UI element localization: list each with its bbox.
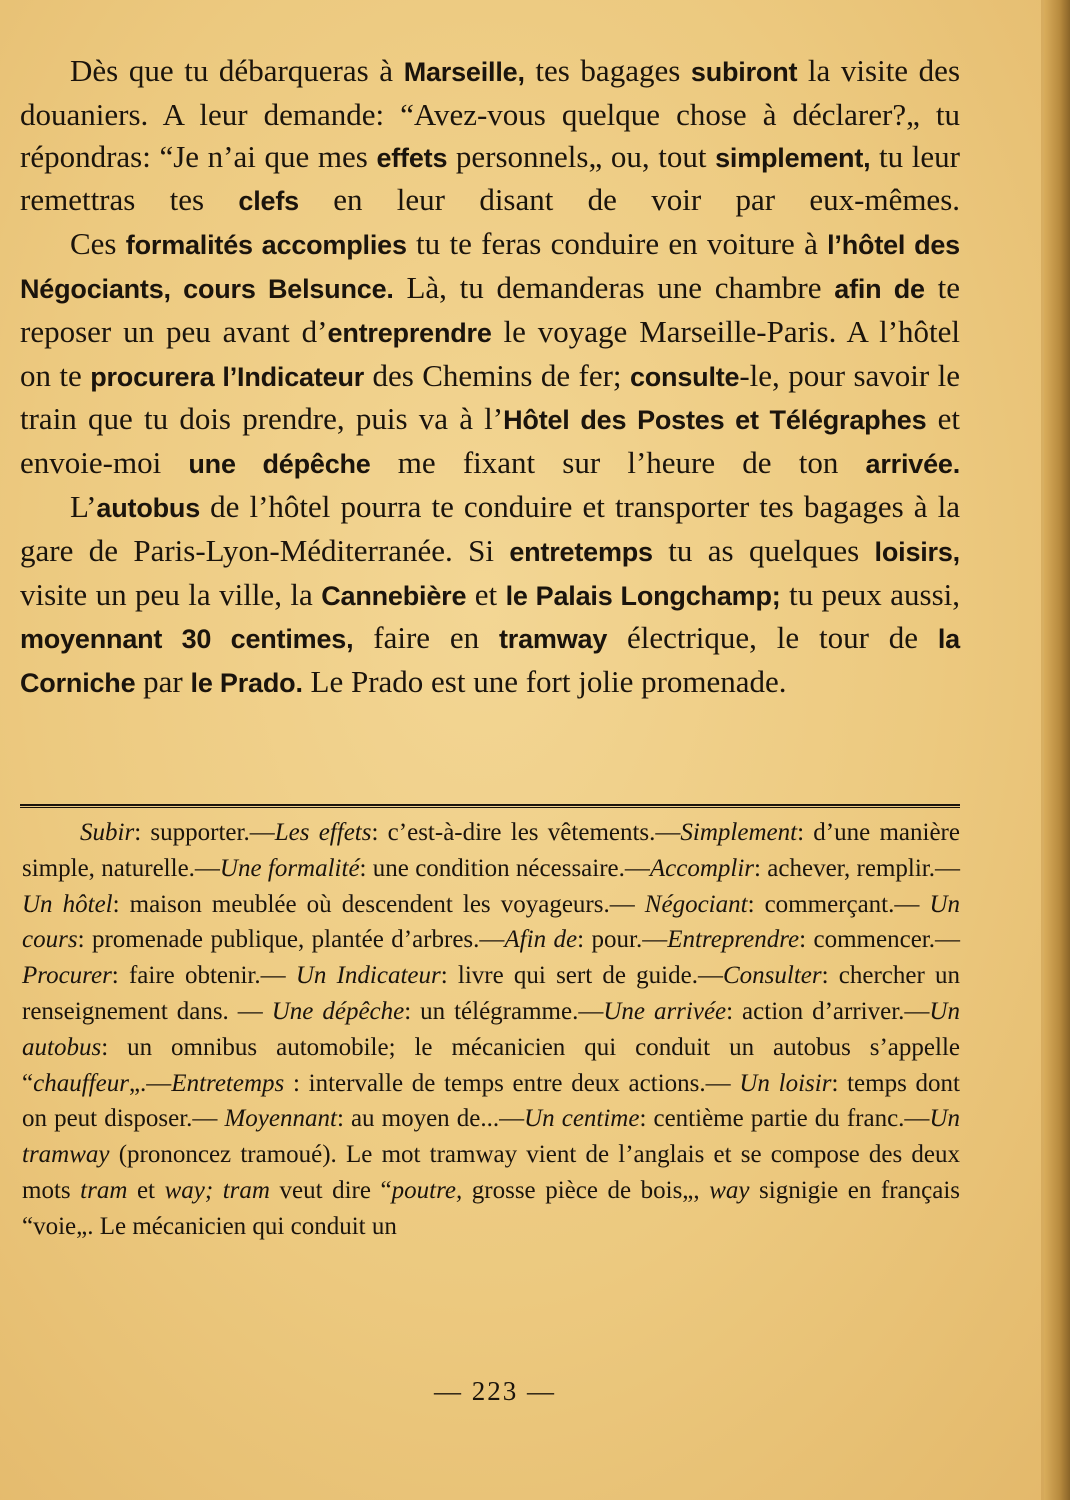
text-run: et envoie-moi xyxy=(20,401,960,481)
note-definition: : pour.— xyxy=(577,926,668,954)
vocabulary-notes xyxy=(22,815,960,1245)
note-definition: : au moyen de...— xyxy=(336,1105,525,1133)
text-run: Le Prado est une fort jolie promenade. xyxy=(302,664,787,700)
note-definition: grosse pièce de bois„, xyxy=(462,1176,710,1204)
note-definition: : livre qui sert de guide.— xyxy=(440,962,723,990)
note-definition: : faire obtenir.— xyxy=(111,962,296,990)
note-definition: : un télégramme.— xyxy=(404,997,604,1025)
note-definition: : intervalle de temps entre deux actions.— xyxy=(284,1069,740,1097)
divider-rule xyxy=(20,804,960,808)
text-run: L’ xyxy=(70,488,97,524)
bold-term: autobus xyxy=(96,492,201,523)
note-term: Un loisir xyxy=(739,1069,832,1097)
note-term: way xyxy=(709,1176,750,1204)
text-run: -le, pour savoir le train que tu dois prendre, puis va à l’ xyxy=(20,357,960,437)
note-term: Subir xyxy=(80,819,135,846)
bold-term: entreprendre xyxy=(327,317,492,348)
bold-term: consulte xyxy=(629,361,740,392)
note-definition: veut dire “ xyxy=(269,1176,392,1204)
text-run: en leur disant de voir par eux-mêmes. xyxy=(298,182,961,218)
note-term: Une formalité xyxy=(219,854,360,882)
bold-term: formalités accomplies xyxy=(125,230,407,261)
note-term: Consulter xyxy=(722,962,822,990)
page-edge xyxy=(1041,0,1044,1500)
note-term: Simplement xyxy=(680,819,798,846)
bold-term: subiront xyxy=(690,57,798,87)
bold-term: afin de xyxy=(834,273,925,304)
note-term: Entretemps xyxy=(171,1069,285,1097)
text-run: par xyxy=(135,664,191,700)
text-run: visite un peu la ville, la xyxy=(20,576,322,612)
note-definition: „.— xyxy=(128,1069,172,1097)
note-definition: : commerçant.— xyxy=(747,890,930,918)
note-definition: : un omnibus automobile; le mécanicien qui conduit un autobus s’appelle “ xyxy=(22,1033,960,1097)
note-definition: : temps dont on peut disposer.— xyxy=(22,1069,961,1133)
note-term: Accomplir xyxy=(649,854,755,882)
note-term: Un autobus xyxy=(22,997,960,1061)
text-run: Ces xyxy=(70,226,126,262)
note-term: Procurer xyxy=(22,962,112,990)
bold-term: effets xyxy=(376,142,448,173)
text-run: le voyage Marseille-Paris. A l’hôtel on te xyxy=(20,313,961,393)
bold-term: Marseille, xyxy=(403,57,525,87)
bold-term: arrivée. xyxy=(865,449,960,480)
bold-term: entretemps xyxy=(509,536,653,567)
bold-term: le Palais Longchamp; xyxy=(505,580,781,611)
note-term: chauffeur xyxy=(33,1069,129,1097)
note-term: Un tramway xyxy=(22,1105,960,1169)
note-term: Un centime xyxy=(524,1105,640,1133)
page-number: — 223 — xyxy=(434,1376,556,1406)
note-definition: et xyxy=(127,1176,165,1204)
note-term: Négociant xyxy=(644,890,748,918)
note-term: Un hôtel xyxy=(22,890,113,918)
text-run: tes bagages xyxy=(524,53,691,88)
bold-term: l’hôtel des Négociants, cours Belsunce. xyxy=(20,230,960,304)
bold-term: clefs xyxy=(238,186,299,217)
note-definition: : centième partie du franc.— xyxy=(639,1105,930,1133)
note-term: tram xyxy=(80,1176,128,1204)
note-term: Les effets xyxy=(274,819,372,846)
bold-term: une dépêche xyxy=(188,449,371,480)
text-run: faire en xyxy=(353,620,499,656)
bold-term: loisirs, xyxy=(874,536,960,567)
note-definition: : c’est-à-dire les vêtements.— xyxy=(371,819,681,846)
bold-term: moyennant 30 centimes, xyxy=(20,624,354,655)
paragraph-3 xyxy=(20,486,960,705)
note-definition: signigie en français “voie„. Le mécanicien qui conduit un xyxy=(22,1176,961,1240)
note-term: Moyennant xyxy=(224,1105,337,1133)
note-definition: : promenade publique, plantée d’arbres.— xyxy=(77,926,505,954)
text-run: des Chemins de fer; xyxy=(364,357,630,393)
note-definition: : chercher un renseignement dans. — xyxy=(22,962,961,1025)
note-definition: : supporter.— xyxy=(134,819,275,846)
text-run: tu te feras conduire en voiture à xyxy=(406,226,828,262)
book-spine xyxy=(1044,0,1070,1500)
bold-term: Hôtel des Postes et Télégraphes xyxy=(503,405,927,436)
note-term: Afin de xyxy=(504,926,578,954)
text-run: et xyxy=(466,576,506,612)
text-run: te reposer un peu avant d’ xyxy=(20,269,960,349)
text-run: tu as quelques xyxy=(652,532,875,568)
text-run: tu peux aussi, xyxy=(780,576,961,612)
note-term: way; tram xyxy=(164,1176,270,1204)
bold-term: le Prado. xyxy=(190,668,303,699)
text-run: me fixant sur l’heure de ton xyxy=(370,445,866,481)
text-run: la visite des douaniers. A leur demande: “Avez-vous quelque chose à déclarer?„ tu répondras: “Je n’ai que mes xyxy=(20,53,961,174)
bold-term: simplement, xyxy=(715,142,871,173)
text-run: de l’hôtel pourra te conduire et transporter tes bagages à la gare de Paris-Lyon-Méditerranée. Si xyxy=(20,488,960,568)
bold-term: la Corniche xyxy=(20,624,960,699)
note-definition: : achever, remplir.— xyxy=(754,854,960,882)
note-term: Une dépêche xyxy=(271,997,405,1025)
note-term: Entreprendre xyxy=(667,926,800,954)
note-definition: (prononcez tramoué). Le mot tramway vient de l’anglais et se compose des deux mots xyxy=(22,1141,960,1204)
text-run: tu leur remettras tes xyxy=(20,138,960,218)
note-term: poutre, xyxy=(391,1176,463,1204)
text-run: Là, tu demanderas une chambre xyxy=(393,269,835,305)
note-term: Une arrivée xyxy=(603,997,727,1025)
note-definition: : une condition nécessaire.— xyxy=(359,854,650,882)
text-run: électrique, le tour de xyxy=(607,620,938,656)
paragraph-2 xyxy=(20,223,960,486)
note-term: Un cours xyxy=(22,890,961,954)
bold-term: procurera l’Indicateur xyxy=(90,361,365,392)
note-definition: : action d’arriver.— xyxy=(726,997,930,1025)
bold-term: Cannebière xyxy=(321,580,467,611)
text-run: personnels„ ou, tout xyxy=(447,138,716,174)
main-text xyxy=(20,50,960,705)
note-term: Un Indicateur xyxy=(295,962,441,990)
note-definition: : d’une manière simple, naturelle.— xyxy=(22,819,960,882)
note-definition: : maison meublée où descendent les voyageurs.— xyxy=(112,890,645,918)
text-run: Dès que tu débarqueras à xyxy=(70,53,404,88)
bold-term: tramway xyxy=(498,624,608,655)
note-definition: : commencer.— xyxy=(799,926,960,954)
paragraph-1 xyxy=(20,50,960,223)
